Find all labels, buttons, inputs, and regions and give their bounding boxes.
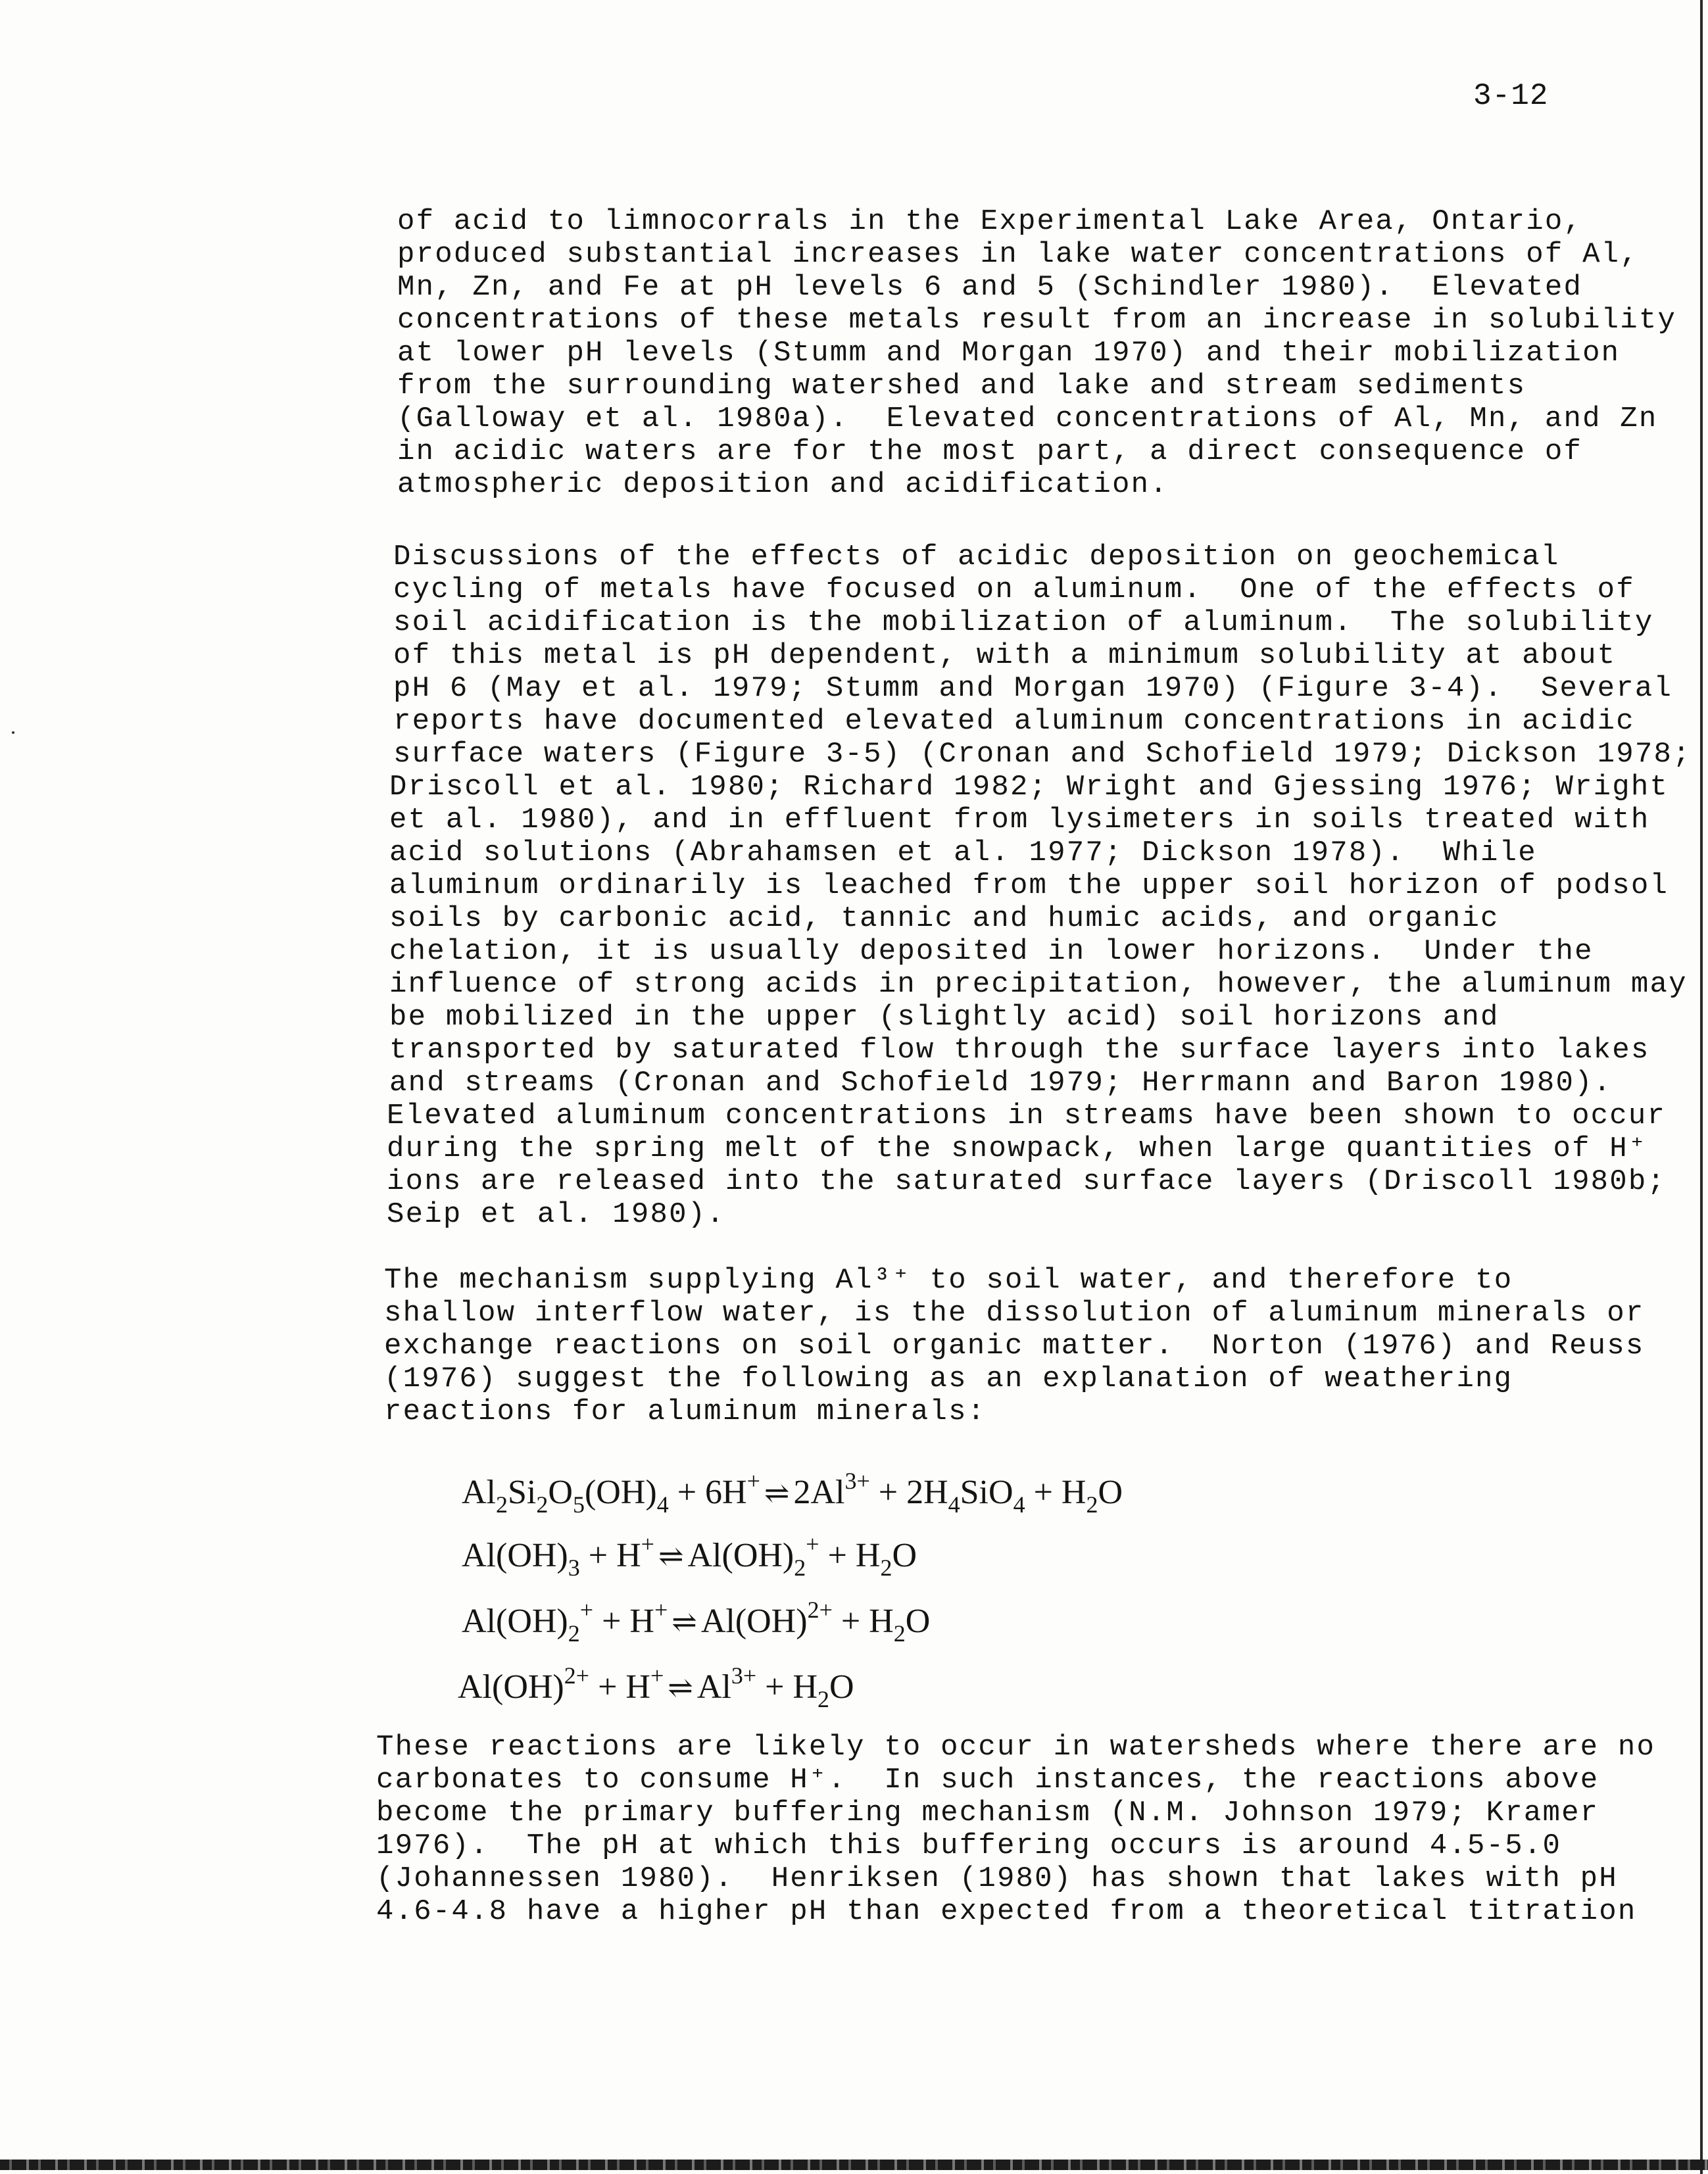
text-line: acid solutions (Abrahamsen et al. 1977; Dickson 1978). While <box>389 836 1537 869</box>
text-line: Seip et al. 1980). <box>387 1198 725 1231</box>
text-line: in acidic waters are for the most part, a direct consequence of <box>397 435 1583 468</box>
equation-1: $Al_2Si_2O_5(OH)_4 + 6H^+$ ⇌ $2Al^{3+} + 2H_4SiO_4 + H_2O$ <box>462 1468 1123 1518</box>
equilibrium-arrow-icon: ⇌ <box>671 1605 697 1639</box>
text-line: (Galloway et al. 1980a). Elevated concentrations of Al, Mn, and Zn <box>397 402 1658 435</box>
text-line: soil acidification is the mobilization of aluminum. The solubility <box>393 606 1654 639</box>
text-line: The mechanism supplying Al³⁺ to soil water, and therefore to <box>384 1264 1513 1297</box>
text-line: carbonates to consume H⁺. In such instances, the reactions above <box>376 1764 1599 1797</box>
text-line: aluminum ordinarily is leached from the upper soil horizon of podsol <box>389 869 1669 902</box>
text-line: Discussions of the effects of acidic deposition on geochemical <box>393 541 1560 573</box>
text-line: These reactions are likely to occur in watersheds where there are no <box>376 1731 1656 1764</box>
text-line: Mn, Zn, and Fe at pH levels 6 and 5 (Schindler 1980). Elevated <box>397 271 1583 304</box>
page-edge-rule <box>1700 0 1703 2174</box>
text-line: surface waters (Figure 3-5) (Cronan and Schofield 1979; Dickson 1978; <box>393 738 1692 771</box>
text-line: cycling of metals have focused on aluminum. One of the effects of <box>393 573 1635 606</box>
text-line: of acid to limnocorrals in the Experimental Lake Area, Ontario, <box>397 205 1583 238</box>
text-line: shallow interflow water, is the dissolution of aluminum minerals or <box>384 1297 1645 1330</box>
text-line: and streams (Cronan and Schofield 1979; Herrmann and Baron 1980). <box>389 1067 1613 1099</box>
equilibrium-arrow-icon: ⇌ <box>658 1539 684 1573</box>
text-line: soils by carbonic acid, tannic and humic acids, and organic <box>389 902 1500 935</box>
text-line: concentrations of these metals result from an increase in solubility <box>397 304 1677 337</box>
equation-3: $Al(OH)_2^+ + H^+$ ⇌ $Al(OH)^{2+} + H_2O$ <box>462 1597 931 1647</box>
page-number: 3-12 <box>1473 79 1549 113</box>
text-line: be mobilized in the upper (slightly acid) soil horizons and <box>389 1001 1500 1034</box>
text-line: ions are released into the saturated surface layers (Driscoll 1980b; <box>387 1165 1667 1198</box>
text-line: chelation, it is usually deposited in lower horizons. Under the <box>389 935 1594 968</box>
text-line: 1976). The pH at which this buffering occurs is around 4.5-5.0 <box>376 1829 1562 1862</box>
text-line: influence of strong acids in precipitation, however, the aluminum may <box>389 968 1688 1001</box>
equilibrium-arrow-icon: ⇌ <box>764 1476 790 1510</box>
text-line: during the spring melt of the snowpack, when large quantities of H⁺ <box>387 1132 1647 1165</box>
text-line: et al. 1980), and in effluent from lysimeters in soils treated with <box>389 804 1650 836</box>
text-line: (Johannessen 1980). Henriksen (1980) has shown that lakes with pH <box>376 1862 1618 1895</box>
text-line: produced substantial increases in lake water concentrations of Al, <box>397 238 1639 271</box>
text-line: transported by saturated flow through the surface layers into lakes <box>389 1034 1650 1067</box>
text-line: reactions for aluminum minerals: <box>384 1395 987 1428</box>
text-line: from the surrounding watershed and lake and stream sediments <box>397 370 1526 402</box>
text-line: exchange reactions on soil organic matter. Norton (1976) and Reuss <box>384 1330 1645 1363</box>
text-line: pH 6 (May et al. 1979; Stumm and Morgan 1970) (Figure 3-4). Several <box>393 672 1673 705</box>
equation-4: Al(OH)$^{2+}$ + H+ ⇌ $Al^{3+} + H_2O$ <box>458 1662 854 1712</box>
text-line: become the primary buffering mechanism (N.M. Johnson 1979; Kramer <box>376 1797 1599 1829</box>
text-line: reports have documented elevated aluminum concentrations in acidic <box>393 705 1635 738</box>
text-line: Driscoll et al. 1980; Richard 1982; Wright and Gjessing 1976; Wright <box>389 771 1669 804</box>
text-line: at lower pH levels (Stumm and Morgan 1970) and their mobilization <box>397 337 1621 370</box>
text-line: 4.6-4.8 have a higher pH than expected from a theoretical titration <box>376 1895 1637 1928</box>
text-line: Elevated aluminum concentrations in streams have been shown to occur <box>387 1099 1667 1132</box>
equation-2: $Al(OH)_3 + H^+$ ⇌ $Al(OH)_2^+ + H_2O$ <box>462 1531 917 1581</box>
scan-speck <box>12 731 14 734</box>
text-line: atmospheric deposition and acidification. <box>397 468 1169 501</box>
text-line: (1976) suggest the following as an explanation of weathering <box>384 1363 1513 1395</box>
equilibrium-arrow-icon: ⇌ <box>668 1671 693 1704</box>
text-line: of this metal is pH dependent, with a minimum solubility at about <box>393 639 1617 672</box>
scan-bottom-edge <box>0 2160 1708 2170</box>
